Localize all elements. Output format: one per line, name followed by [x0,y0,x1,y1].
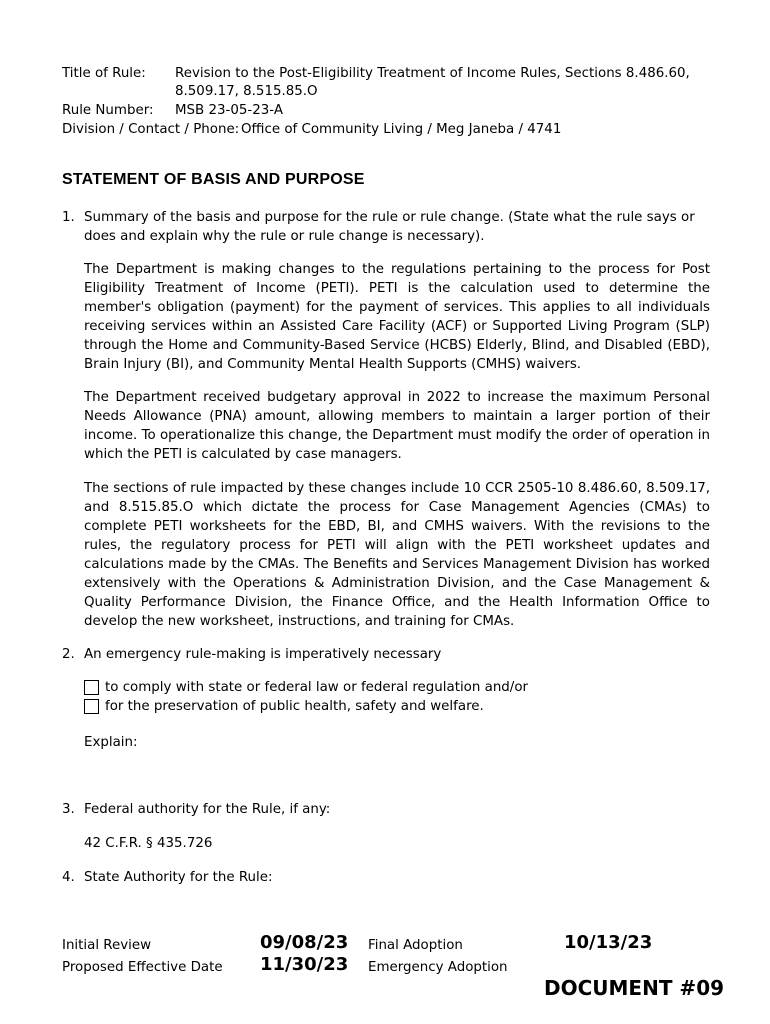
item1-paragraph-2: The Department received budgetary approval in 2022 to increase the maximum Personal Needs Allowance (PNA) amount, allowing members to maintain a larger portion of their income. To operationalize this change, the Department must modify the order of operation in which the PETI is calculated by case managers. [84,390,710,462]
item1-paragraph-3: The sections of rule impacted by these changes include 10 CCR 2505-10 8.486.60, 8.509.17, and 8.515.85.O which dictate the process for Case Management Agencies (CMAs) to complete PETI worksheets for the EBD, BI, and CMHS waivers. With the revisions to the rules, the regulatory process for PETI will align with the PETI worksheet updates and calculations made by the CMAs. The Benefits and Services Management Division has worked extensively with the Operations & Administration Division, and the Case Management & Quality Performance Division, the Finance Office, and the Health Information Office to develop the new worksheet, instructions, and training for CMAs. [84,481,710,629]
proposed-effective-label: Proposed Effective Date [62,960,223,975]
proposed-effective-date: 11/30/23 [260,954,349,975]
item1-paragraph-1: The Department is making changes to the regulations pertaining to the process for Post Eligibility Treatment of Income (PETI). PETI is the calculation used to determine the member's obligation (payment) for the payment of services. This applies to all individuals receiving services within an Assisted Care Facility (ACF) or Supported Living Program (SLP) through the Home and Community-Based Service (HCBS) Elderly, Blind, and Disabled (EBD), Brain Injury (BI), and Community Mental Health Supports (CMHS) waivers. [84,262,710,372]
explain-label: Explain: [84,735,138,750]
checkbox-row-preservation[interactable] [84,697,484,716]
division-contact-label: Division / Contact / Phone: [62,122,240,137]
emergency-adoption-label: Emergency Adoption [368,960,508,975]
rule-number-label: Rule Number: [62,103,154,118]
item4-number: 4. [62,870,75,885]
initial-review-date: 09/08/23 [260,932,349,953]
final-adoption-date: 10/13/23 [564,932,653,953]
item1-prompt: Summary of the basis and purpose for the rule or rule change. (State what the rule says or does and explain why the rule or rule change is necessary). [84,210,695,244]
title-of-rule-label: Title of Rule: [62,66,146,81]
section-heading: STATEMENT OF BASIS AND PURPOSE [62,171,365,188]
item1-number: 1. [62,210,75,225]
rule-number-value: MSB 23-05-23-A [175,103,283,118]
initial-review-label: Initial Review [62,938,152,953]
document-number: DOCUMENT #09 [544,976,725,1000]
item3-number: 3. [62,802,75,817]
final-adoption-label: Final Adoption [368,938,463,953]
item3-prompt: Federal authority for the Rule, if any: [84,802,331,817]
division-contact-value: Office of Community Living / Meg Janeba / 4741 [241,122,562,137]
title-of-rule-line2: 8.509.17, 8.515.85.O [175,84,318,99]
federal-authority-value: 42 C.F.R. § 435.726 [84,836,213,851]
public-health-checkbox-label: for the preservation of public health, safety and welfare. [105,699,484,714]
item2-number: 2. [62,647,75,662]
public-health-checkbox[interactable] [84,699,99,714]
comply-law-checkbox-label: to comply with state or federal law or federal regulation and/or [105,680,529,695]
item4-prompt: State Authority for the Rule: [84,870,273,885]
title-of-rule-line1: Revision to the Post-Eligibility Treatment of Income Rules, Sections 8.486.60, [175,66,690,81]
checkbox-row-comply[interactable] [84,678,528,697]
comply-law-checkbox[interactable] [84,680,99,695]
item2-prompt: An emergency rule-making is imperatively necessary [84,647,442,662]
